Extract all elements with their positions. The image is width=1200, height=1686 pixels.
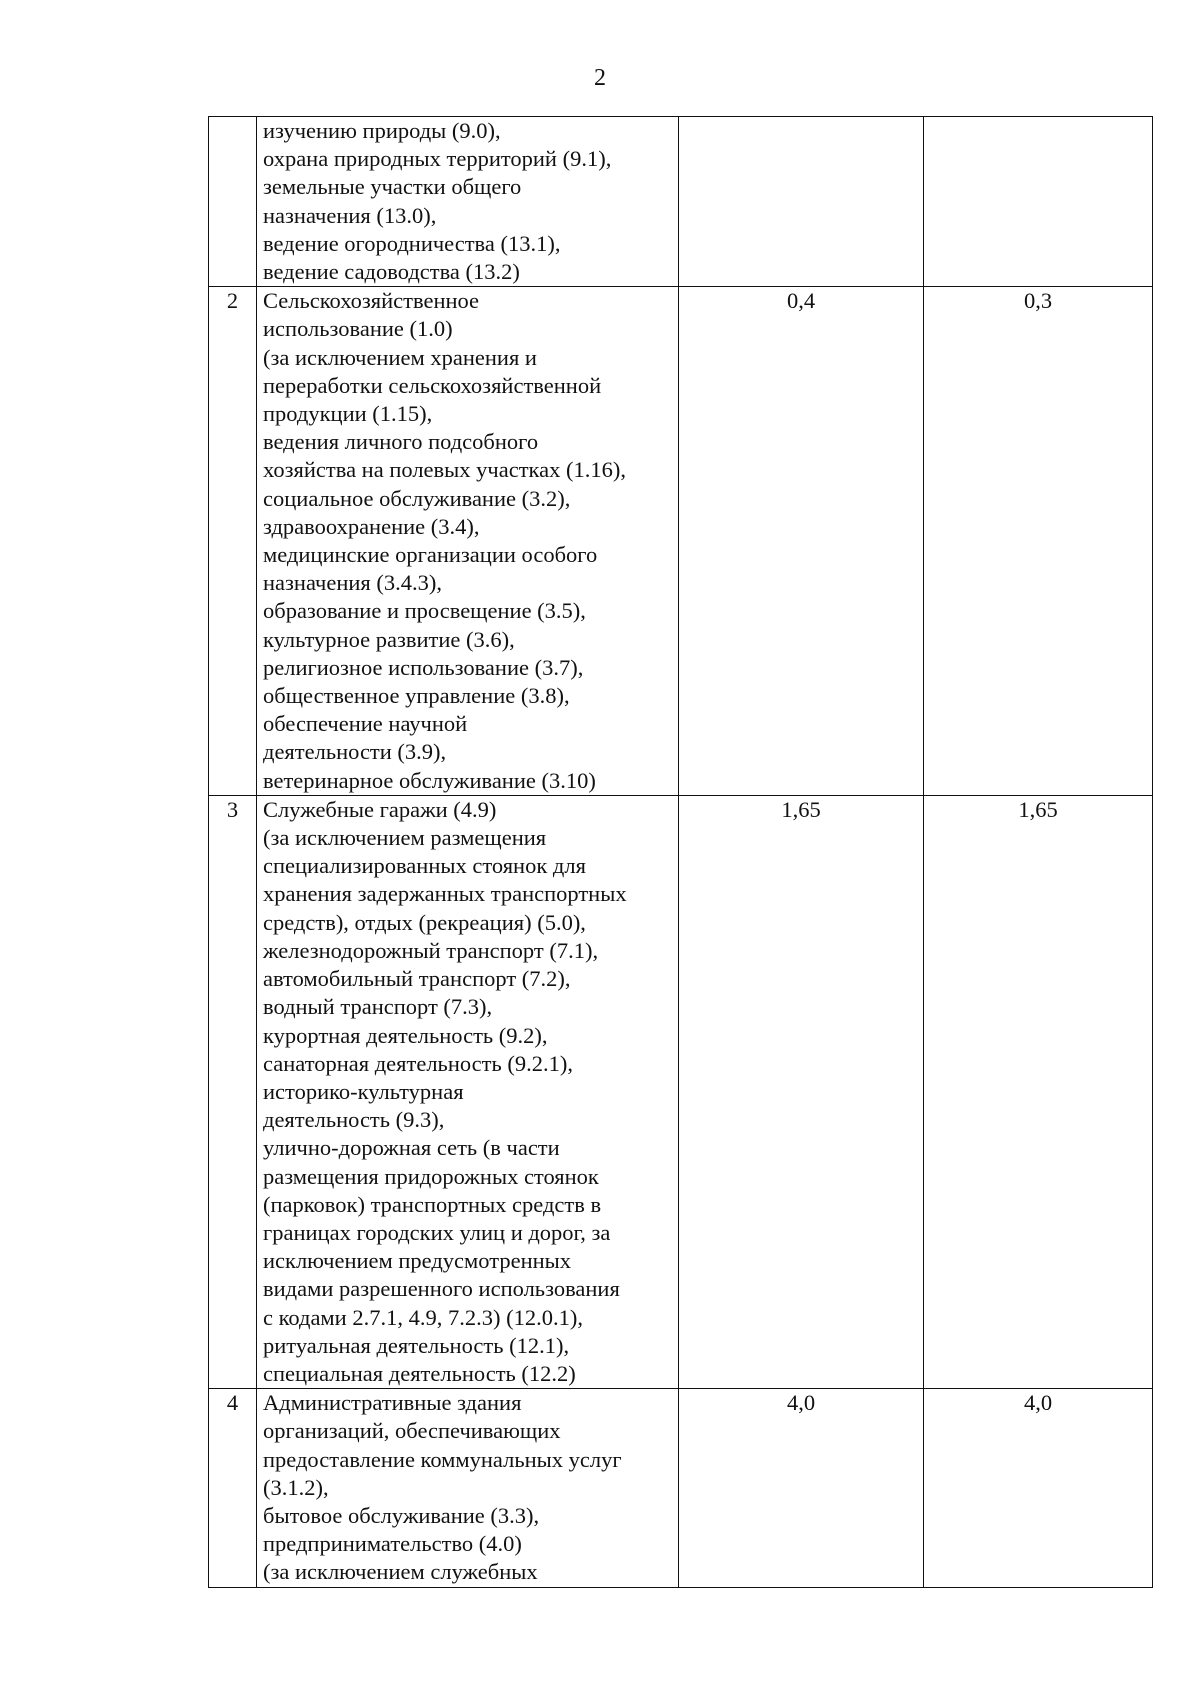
- description-line: социальное обслуживание (3.2),: [263, 485, 571, 511]
- description-line: (за исключением служебных: [263, 1559, 538, 1585]
- row-description: [257, 117, 679, 287]
- description-line: деятельности (3.9),: [263, 739, 447, 765]
- description-line: Сельскохозяйственное: [263, 288, 480, 314]
- description-line: использование (1.0): [263, 316, 453, 342]
- description-line: санаторная деятельность (9.2.1),: [263, 1050, 573, 1076]
- description-line: ритуальная деятельность (12.1),: [263, 1332, 570, 1358]
- land-use-table: [208, 116, 1153, 1588]
- description-line: здравоохранение (3.4),: [263, 513, 480, 539]
- table-row: [209, 117, 1153, 287]
- description-line: ведение садоводства (13.2): [263, 259, 520, 285]
- description-line: специальная деятельность (12.2): [263, 1360, 576, 1386]
- row-description: [257, 287, 679, 796]
- row-value-2: 1,65: [924, 795, 1153, 1388]
- description-line: исключением предусмотренных: [263, 1248, 572, 1274]
- description-line: назначения (13.0),: [263, 202, 437, 228]
- description-line: специализированных стоянок для: [263, 853, 586, 879]
- description-line: видами разрешенного использования: [263, 1276, 620, 1302]
- table-row: [209, 795, 1153, 1388]
- description-line: хранения задержанных транспортных: [263, 881, 627, 907]
- row-description: [257, 795, 679, 1388]
- description-line: охрана природных территорий (9.1),: [263, 146, 612, 172]
- description-line: Административные здания: [263, 1390, 522, 1416]
- row-number: 3: [209, 795, 257, 1388]
- description-line: железнодорожный транспорт (7.1),: [263, 937, 599, 963]
- row-number: 2: [209, 287, 257, 796]
- description-line: с кодами 2.7.1, 4.9, 7.2.3) (12.0.1),: [263, 1304, 583, 1330]
- description-line: ведения личного подсобного: [263, 429, 539, 455]
- row-value-1: [679, 117, 924, 287]
- description-line: обеспечение научной: [263, 711, 468, 737]
- description-line: улично-дорожная сеть (в части: [263, 1135, 560, 1161]
- description-line: культурное развитие (3.6),: [263, 626, 515, 652]
- page-number: 2: [594, 65, 606, 91]
- row-description: [257, 1389, 679, 1587]
- row-number: 4: [209, 1389, 257, 1587]
- row-value-2: 0,3: [924, 287, 1153, 796]
- description-line: (за исключением хранения и: [263, 344, 537, 370]
- description-line: организаций, обеспечивающих: [263, 1418, 561, 1444]
- description-line: историко-культурная: [263, 1078, 464, 1104]
- description-line: (парковок) транспортных средств в: [263, 1191, 602, 1217]
- description-line: деятельность (9.3),: [263, 1107, 445, 1133]
- description-line: ветеринарное обслуживание (3.10): [263, 767, 596, 793]
- description-line: медицинские организации особого: [263, 542, 598, 568]
- row-value-1: 1,65: [679, 795, 924, 1388]
- description-line: предпринимательство (4.0): [263, 1531, 522, 1557]
- description-line: курортная деятельность (9.2),: [263, 1022, 548, 1048]
- description-line: общественное управление (3.8),: [263, 683, 570, 709]
- description-line: (3.1.2),: [263, 1474, 329, 1500]
- row-value-2: [924, 117, 1153, 287]
- description-line: ведение огородничества (13.1),: [263, 230, 561, 256]
- description-line: (за исключением размещения: [263, 825, 547, 851]
- table-row: [209, 1389, 1153, 1587]
- description-line: переработки сельскохозяйственной: [263, 372, 602, 398]
- description-line: хозяйства на полевых участках (1.16),: [263, 457, 626, 483]
- row-number: [209, 117, 257, 287]
- description-line: средств), отдых (рекреация) (5.0),: [263, 909, 586, 935]
- description-line: изучению природы (9.0),: [263, 118, 501, 143]
- description-line: границах городских улиц и дорог, за: [263, 1219, 611, 1245]
- description-line: продукции (1.15),: [263, 401, 433, 427]
- description-line: предоставление коммунальных услуг: [263, 1446, 622, 1472]
- description-line: размещения придорожных стоянок: [263, 1163, 599, 1189]
- description-line: назначения (3.4.3),: [263, 570, 443, 596]
- row-value-2: 4,0: [924, 1389, 1153, 1587]
- description-line: Служебные гаражи (4.9): [263, 796, 497, 822]
- description-line: водный транспорт (7.3),: [263, 994, 493, 1020]
- description-line: земельные участки общего: [263, 174, 522, 200]
- description-line: автомобильный транспорт (7.2),: [263, 966, 571, 992]
- description-line: религиозное использование (3.7),: [263, 654, 584, 680]
- row-value-1: 4,0: [679, 1389, 924, 1587]
- row-value-1: 0,4: [679, 287, 924, 796]
- description-line: образование и просвещение (3.5),: [263, 598, 586, 624]
- description-line: бытовое обслуживание (3.3),: [263, 1502, 540, 1528]
- table-row: [209, 287, 1153, 796]
